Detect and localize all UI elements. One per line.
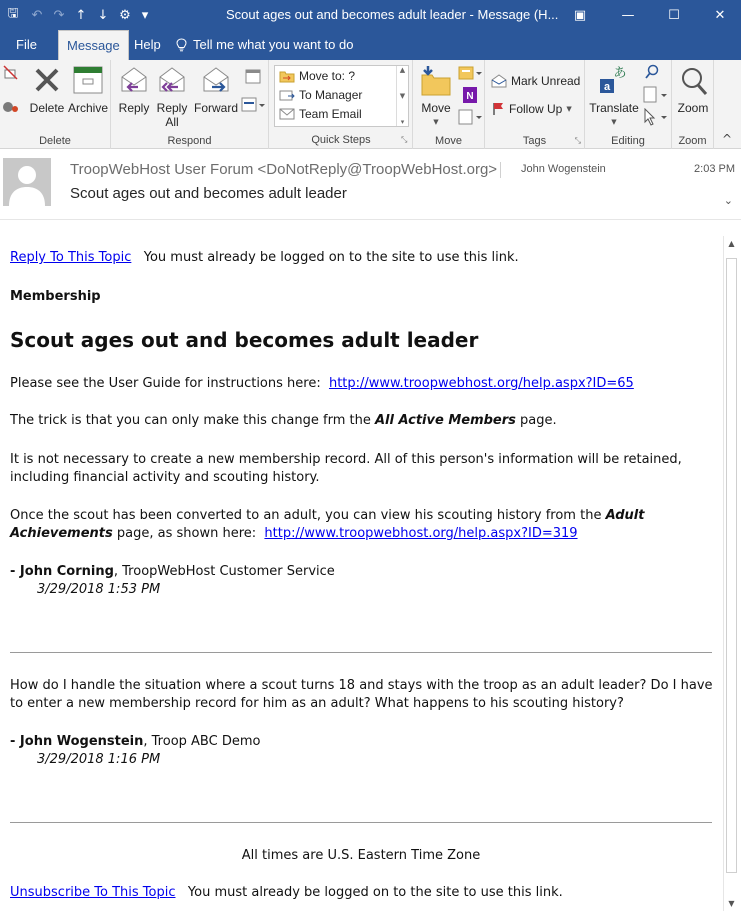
signature-corning-name: John Corning [19,564,114,579]
signature-wogenstein-org: , Troop ABC Demo [143,734,261,749]
rules-icon [458,64,482,82]
tab-file[interactable]: File [16,37,37,52]
find-button[interactable] [641,64,663,80]
group-delete-label: Delete [39,135,71,147]
scroll-thumb[interactable] [726,258,737,873]
reply-all-icon [156,65,188,97]
question-text: How do I handle the situation where a scout turns 18 and stays with the troop as an adult leader? Do I have to enter a new membership record for him as an adult? What happens to his scouting history? [10,678,713,711]
tab-help[interactable]: Help [134,37,161,52]
move-label: Move [421,101,451,115]
timezone-note: All times are U.S. Eastern Time Zone [241,848,481,863]
ribbon [0,60,741,149]
header-divider [500,162,501,178]
vertical-scrollbar[interactable] [723,236,738,911]
paragraph-history-before: Once the scout has been converted to an adult, you can view his scouting history from the [10,508,606,523]
reply-icon [118,65,150,97]
tell-me-box[interactable] [176,30,353,60]
move-dropdown-icon: ▼ [433,118,439,126]
quick-steps-gallery [274,65,409,127]
mark-unread-button[interactable] [491,74,580,88]
flag-icon [491,102,505,116]
follow-up-dropdown-icon: ▼ [566,105,572,113]
more-respond-button[interactable] [239,96,267,114]
tab-message[interactable]: Message [58,30,129,60]
forward-icon [200,65,232,97]
recipient[interactable]: John Wogenstein [521,163,606,175]
adult-achievements-emphasis: Adult Achievements [10,508,645,541]
svg-text:a: a [603,81,611,93]
quick-step-move-to-label: Move to: ? [299,69,356,83]
zoom-button[interactable] [674,65,712,115]
svg-text:N: N [466,91,474,102]
more-respond-icon [241,96,265,114]
group-quick-steps-label: Quick Steps [311,134,371,146]
received-time: 2:03 PM [694,163,735,175]
qs-more-icon[interactable]: ▾ [400,118,405,126]
save-icon[interactable]: 🖫 [7,6,19,21]
maximize-button[interactable]: ☐ [668,7,680,23]
archive-label: Archive [67,101,108,115]
group-move [413,60,485,149]
follow-up-button[interactable] [491,102,572,116]
move-icon [420,65,452,97]
translate-label: Translate [589,101,639,115]
mark-unread-label: Mark Unread [511,74,581,88]
translate-button[interactable] [589,65,639,129]
forward-button[interactable] [193,65,239,115]
group-move-label: Move [435,135,462,147]
message-subject: Scout ages out and becomes adult leader [70,185,347,202]
paragraph-retained: It is not necessary to create a new membership record. All of this person's information will be retained, including financial activity and scouting history. [10,452,682,485]
qs-down-icon[interactable]: ▼ [399,92,406,100]
lightbulb-icon [176,38,187,52]
paragraph-guide [10,375,718,393]
paragraph-trick-after: page. [515,413,557,428]
title-bar [0,0,741,30]
customize-qat-icon[interactable]: ▾ [141,7,149,23]
message-header [0,150,741,220]
redo-icon[interactable]: ↷ [53,7,65,23]
archive-icon [72,65,104,95]
translate-icon [599,65,629,97]
quick-step-icon[interactable]: ⚙ [119,7,131,23]
reply-all-label-2: All [165,115,179,129]
svg-text:あ: あ [613,66,627,81]
window-title: Scout ages out and becomes adult leader - Message (H... [226,7,559,22]
unsubscribe-note: You must already be logged on to the site to use this link. [187,885,563,900]
message-body [0,228,741,916]
onenote-icon [461,86,479,104]
sender[interactable]: TroopWebHost User Forum <DoNotReply@TroopWebHost.org> [70,161,498,178]
topic-heading: Scout ages out and becomes adult leader [10,328,479,352]
qs-up-icon[interactable]: ▲ [399,66,406,74]
group-respond [111,60,269,149]
ignore-icon [2,64,20,82]
collapse-ribbon-icon[interactable]: ^ [722,132,733,146]
quick-steps-scroll[interactable] [396,66,408,126]
tell-me-text: Tell me what you want to do [193,37,354,52]
related-icon [643,86,667,104]
person-silhouette-icon [3,158,51,206]
cleanup-icon [1,98,21,116]
group-tags-label: Tags [522,135,547,147]
signature-corning-prefix: - [10,564,20,579]
group-editing-label: Editing [611,135,645,147]
signature-wogenstein-prefix: - [10,734,20,749]
help-link-65[interactable]: http://www.troopwebhost.org/help.aspx?ID=65 [328,376,634,391]
ignore-button[interactable] [0,64,22,82]
quick-step-team-email[interactable] [279,107,362,121]
undo-icon[interactable]: ↶ [31,7,43,23]
divider-2 [10,822,712,823]
scroll-down-icon[interactable]: ▼ [728,899,735,908]
quick-step-to-manager[interactable] [279,88,362,102]
paragraph-trick [10,412,718,430]
quick-step-move-to[interactable] [279,69,355,83]
related-button[interactable] [641,86,669,104]
avatar [3,158,51,206]
signature-wogenstein-name: John Wogenstein [19,734,144,749]
expand-header-icon[interactable]: ⌄ [723,194,733,207]
reply-line [10,249,718,267]
zoom-label: Zoom [677,101,709,115]
quick-step-team-email-label: Team Email [299,107,362,121]
all-active-members-emphasis: All Active Members [374,413,516,428]
move-button[interactable] [417,65,455,129]
paragraph-trick-before: The trick is that you can only make this change frm the [10,413,375,428]
reply-all-button[interactable] [153,65,191,129]
divider-1 [10,652,712,653]
paragraph-history [10,507,718,543]
signature-corning [10,563,718,581]
ribbon-display-options-icon[interactable]: ▣ [573,7,587,23]
quick-step-to-manager-label: To Manager [299,88,363,102]
reply-all-label-1: Reply [156,101,188,115]
group-respond-label: Respond [167,135,212,147]
unsubscribe-link[interactable]: Unsubscribe To This Topic [10,885,176,900]
group-zoom [672,60,714,149]
signature-corning-org: , TroopWebHost Customer Service [113,564,335,579]
reply-to-topic-link[interactable]: Reply To This Topic [10,250,132,265]
scroll-up-icon[interactable]: ▲ [728,239,735,248]
mark-unread-icon [491,74,507,88]
signature-wogenstein [10,733,718,751]
reply-button[interactable] [117,65,151,115]
delete-label: Delete [29,101,65,115]
help-link-319[interactable]: http://www.troopwebhost.org/help.aspx?ID=319 [264,526,578,541]
rules-button[interactable] [457,64,483,82]
reply-note: You must already be logged on to the site to use this link. [143,250,519,265]
minimize-button[interactable]: — [621,7,635,23]
group-tags [485,60,585,149]
team-email-icon [279,107,295,121]
quick-steps-launcher-icon[interactable]: ⤡ [401,135,408,144]
cleanup-button[interactable] [0,98,22,116]
to-manager-icon [279,88,295,102]
translate-dropdown-icon: ▼ [611,118,617,126]
paragraph-history-after: page, as shown here: [112,526,257,541]
zoom-icon [678,65,708,97]
folder-arrow-icon [279,69,295,83]
category-label: Membership [10,289,101,304]
delete-icon [32,65,62,95]
down-arrow-icon[interactable]: ↓ [97,7,109,23]
actions-icon [458,108,482,126]
signature-corning-date: 3/29/2018 1:53 PM [37,582,161,597]
paragraph-guide-text: Please see the User Guide for instructions here: [10,376,321,391]
select-cursor-icon [643,108,667,126]
group-editing [585,60,672,149]
delete-button[interactable] [28,65,66,115]
signature-wogenstein-date: 3/29/2018 1:16 PM [37,752,161,767]
quick-access-toolbar [0,0,154,30]
tags-launcher-icon[interactable]: ⤡ [574,136,581,145]
find-icon [644,64,660,80]
archive-button[interactable] [66,65,110,115]
ribbon-tabs [0,30,741,60]
up-arrow-icon[interactable]: ↑ [75,7,87,23]
actions-button[interactable] [457,108,483,126]
forward-label: Forward [193,101,238,115]
follow-up-label: Follow Up [509,102,563,116]
reply-label: Reply [118,101,150,115]
unsubscribe-line [10,884,718,902]
meeting-button[interactable] [241,68,265,84]
meeting-icon [245,68,261,84]
select-button[interactable] [641,108,669,126]
group-delete [0,60,111,149]
group-zoom-label: Zoom [678,135,707,147]
close-button[interactable]: ✕ [714,7,726,23]
onenote-button[interactable] [457,86,483,104]
